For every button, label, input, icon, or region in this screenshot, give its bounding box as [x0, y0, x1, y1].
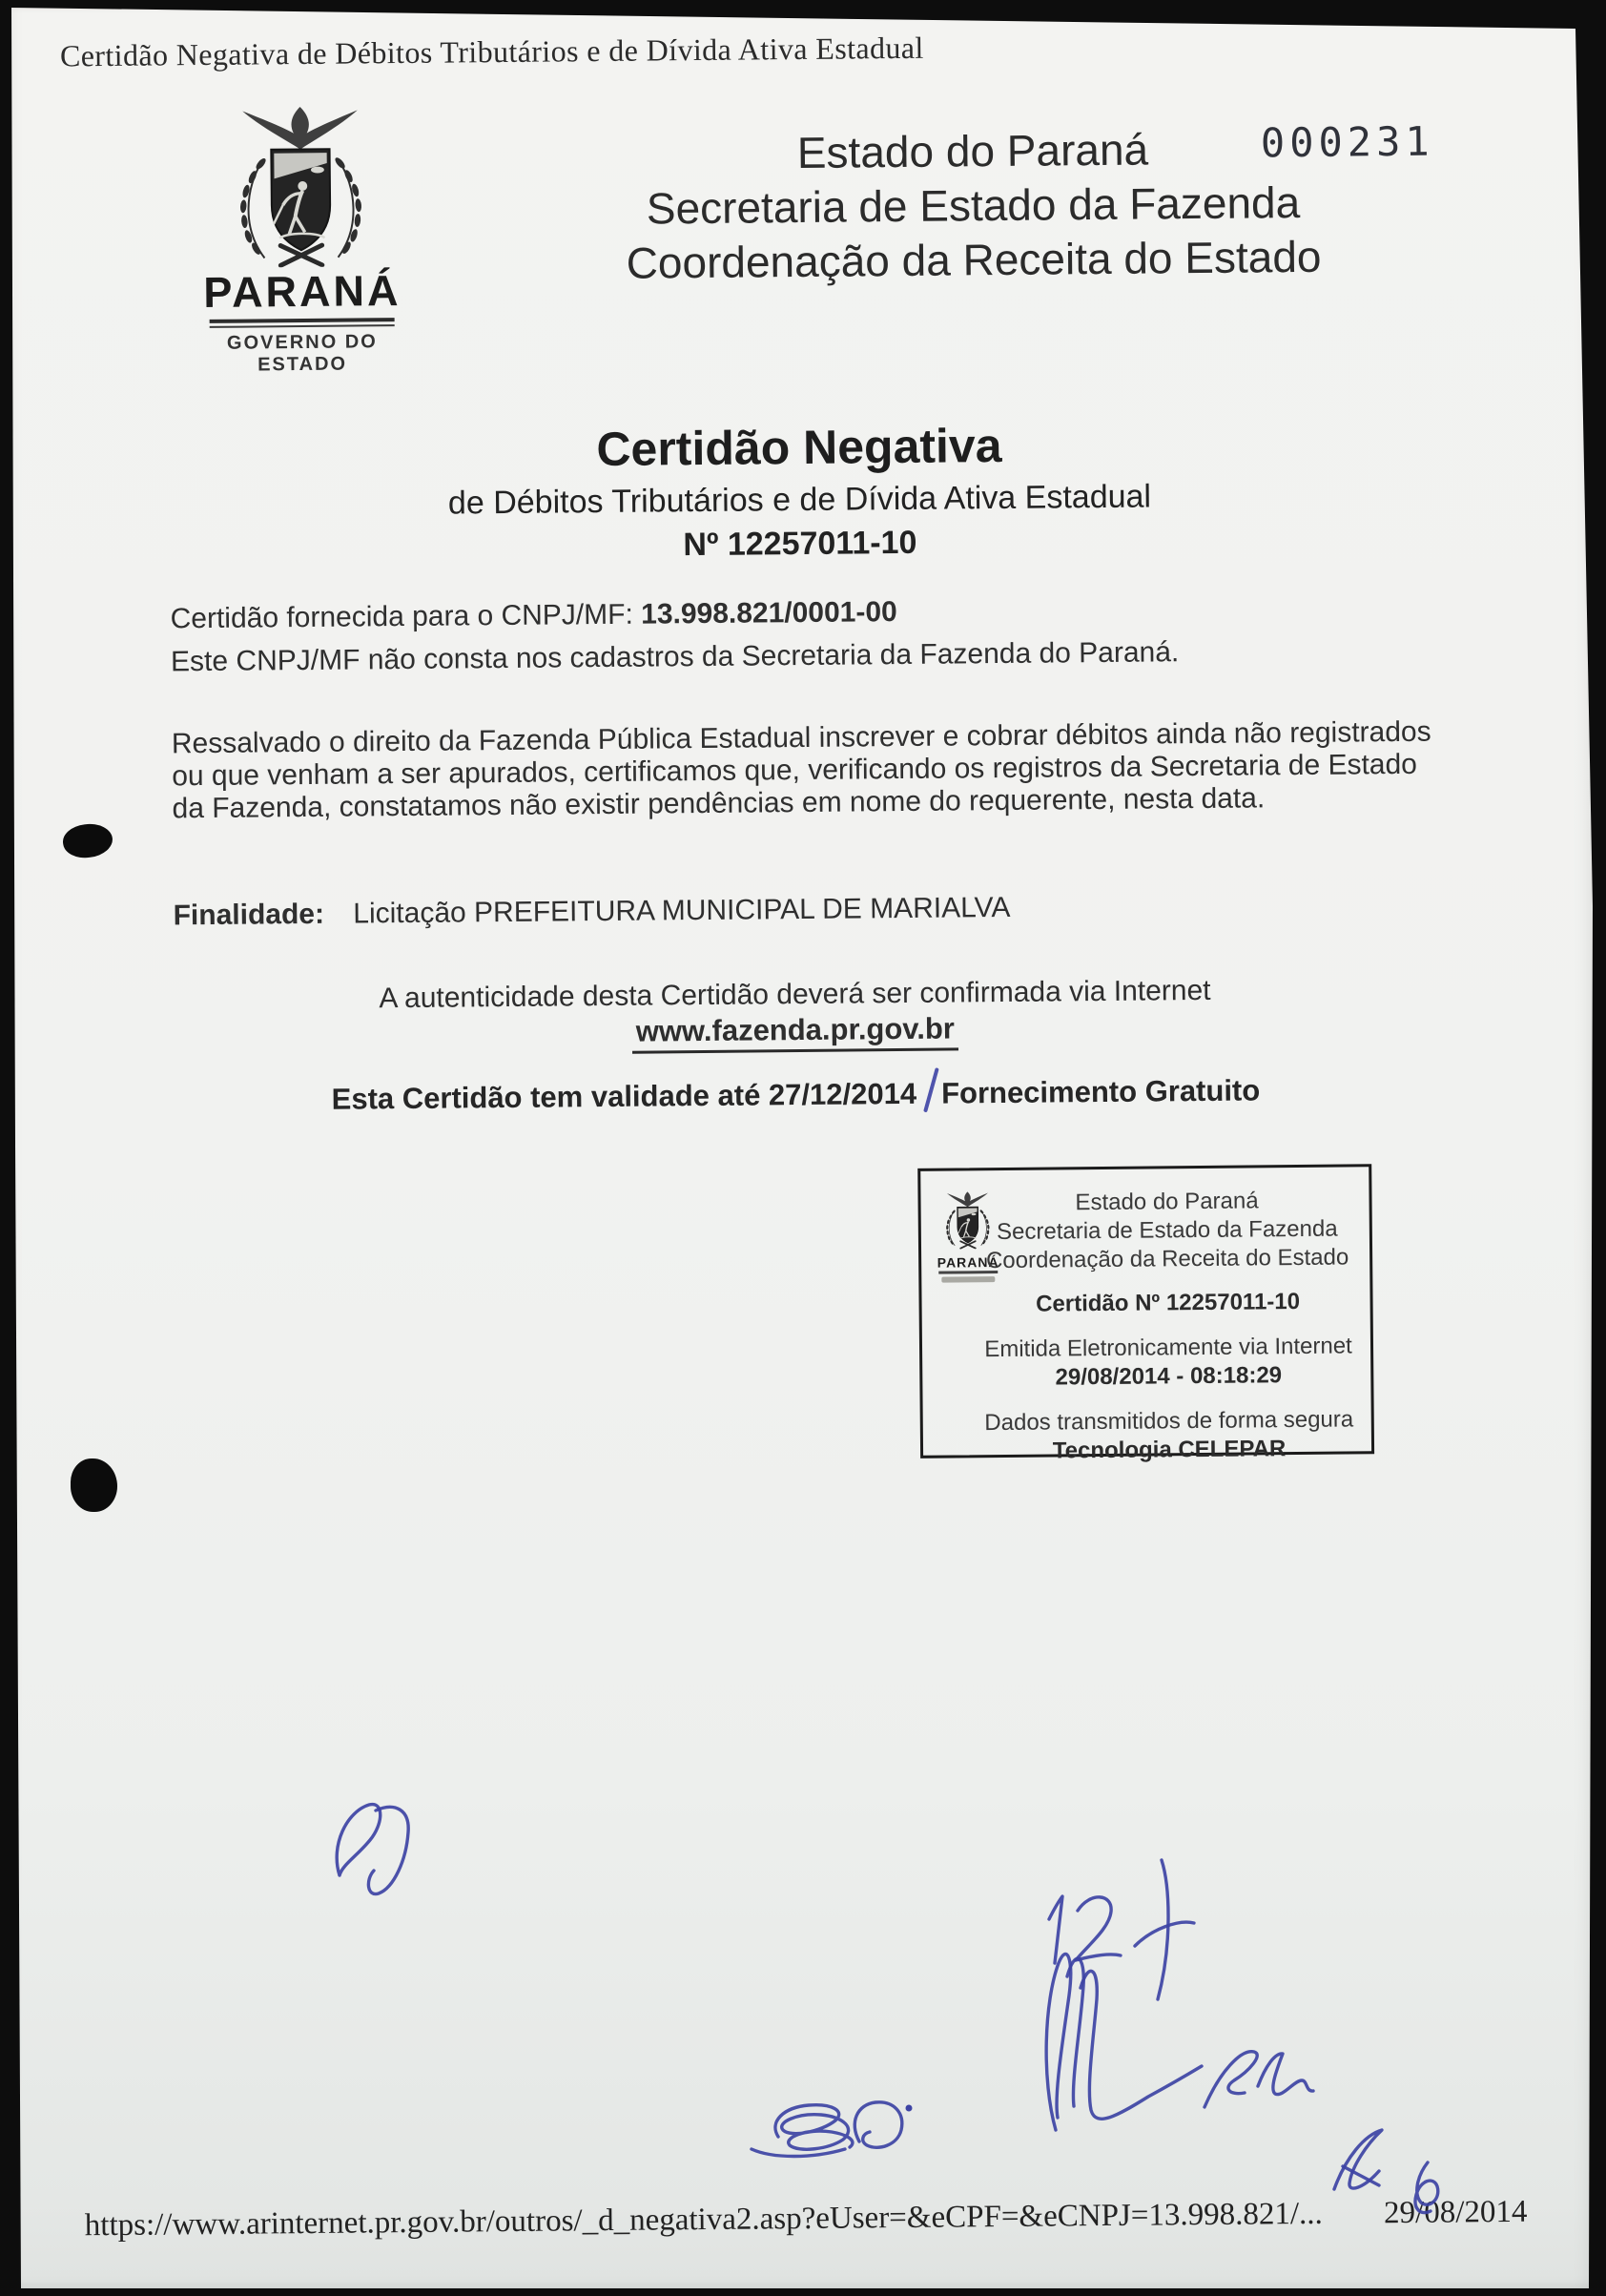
stamp-secure-line: Dados transmitidos de forma segura	[984, 1406, 1354, 1437]
stamp-agency-line-1: Estado do Paraná	[1075, 1188, 1259, 1216]
stamp-wordmark: PARANÁ	[937, 1254, 999, 1271]
paragraph-line-1: Ressalvado o direito da Fazenda Pública Estadual inscrever e cobrar débitos ainda não registrados	[171, 715, 1431, 760]
validity-suffix: Fornecimento Gratuito	[940, 1073, 1261, 1110]
paragraph-line-3: da Fazenda, constatamos não existir pendências em nome do requerente, nesta data.	[172, 782, 1266, 825]
cnpj-note: Este CNPJ/MF não consta nos cadastros da Secretaria da Fazenda do Paraná.	[170, 636, 1180, 678]
agency-line-1: Estado do Paraná	[796, 124, 1149, 178]
footer-url: https://www.arinternet.pr.gov.br/outros/_d_negativa2.asp?eUser=&eCPF=&eCNPJ=13.998.821/...	[84, 2196, 1324, 2244]
certificate-title-block	[232, 414, 1368, 568]
finalidade-value: Licitação PREFEITURA MUNICIPAL DE MARIALVA	[353, 891, 1011, 930]
cnpj-value: 13.998.821/0001-00	[641, 596, 897, 631]
stamp-agency-line-3: Coordenação da Receita do Estado	[985, 1244, 1349, 1274]
stamp-cert-number: Certidão Nº 12257011-10	[1035, 1289, 1301, 1317]
validity-prefix: Esta Certidão tem validade até 27/12/2014	[331, 1076, 917, 1116]
agency-line-3: Coordenação da Receita do Estado	[626, 231, 1322, 288]
finalidade-label: Finalidade:	[173, 898, 325, 932]
page-stamp-number: 000231	[1260, 117, 1434, 167]
stamp-agency-line-2: Secretaria de Estado da Fazenda	[996, 1215, 1338, 1246]
parana-coat-of-arms-icon	[229, 106, 374, 267]
finalidade-line	[173, 892, 1010, 932]
parana-wordmark: PARANÁ	[203, 266, 402, 317]
auth-note: A autenticidade desta Certidão deverá ser confirmada via Internet	[379, 974, 1211, 1015]
certificate-subtitle: de Débitos Tributários e de Dívida Ativa Estadual	[447, 478, 1152, 522]
footer-line	[85, 2195, 1528, 2244]
stamp-technology-line: Tecnologia CELEPAR	[1052, 1436, 1287, 1464]
agency-line-2: Secretaria de Estado da Fazenda	[646, 176, 1301, 234]
stamp-emission-datetime: 29/08/2014 - 08:18:29	[1055, 1362, 1283, 1391]
validity-line	[180, 1072, 1410, 1118]
cnpj-label: Certidão fornecida para o CNPJ/MF:	[170, 598, 633, 635]
hole-punch-bottom	[71, 1458, 117, 1512]
certificate-number: Nº 12257011-10	[683, 524, 917, 564]
doc-header-text: Certidão Negativa de Débitos Tributários e de Dívida Ativa Estadual	[59, 30, 924, 73]
logo-rule	[210, 324, 395, 328]
pen-slash-mark	[926, 1077, 937, 1109]
stamp-emission-line: Emitida Eletronicamente via Internet	[984, 1333, 1352, 1363]
parana-tagline: GOVERNO DO ESTADO	[226, 331, 378, 376]
paragraph-line-2: ou que venham a ser apurados, certificamos que, verificando os registros da Secretaria de Estado	[172, 748, 1418, 793]
legal-paragraph	[172, 716, 1432, 826]
parana-logo	[202, 106, 402, 377]
agency-header	[525, 120, 1423, 292]
cnpj-line	[170, 596, 896, 635]
auth-url-link: www.fazenda.pr.gov.br	[632, 1011, 959, 1053]
electronic-stamp-box	[917, 1164, 1374, 1464]
stamp-text	[970, 1186, 1366, 1466]
footer-date: 29/08/2014	[1383, 2194, 1528, 2231]
certificate-title: Certidão Negativa	[596, 418, 1002, 477]
logo-rule	[210, 318, 395, 323]
